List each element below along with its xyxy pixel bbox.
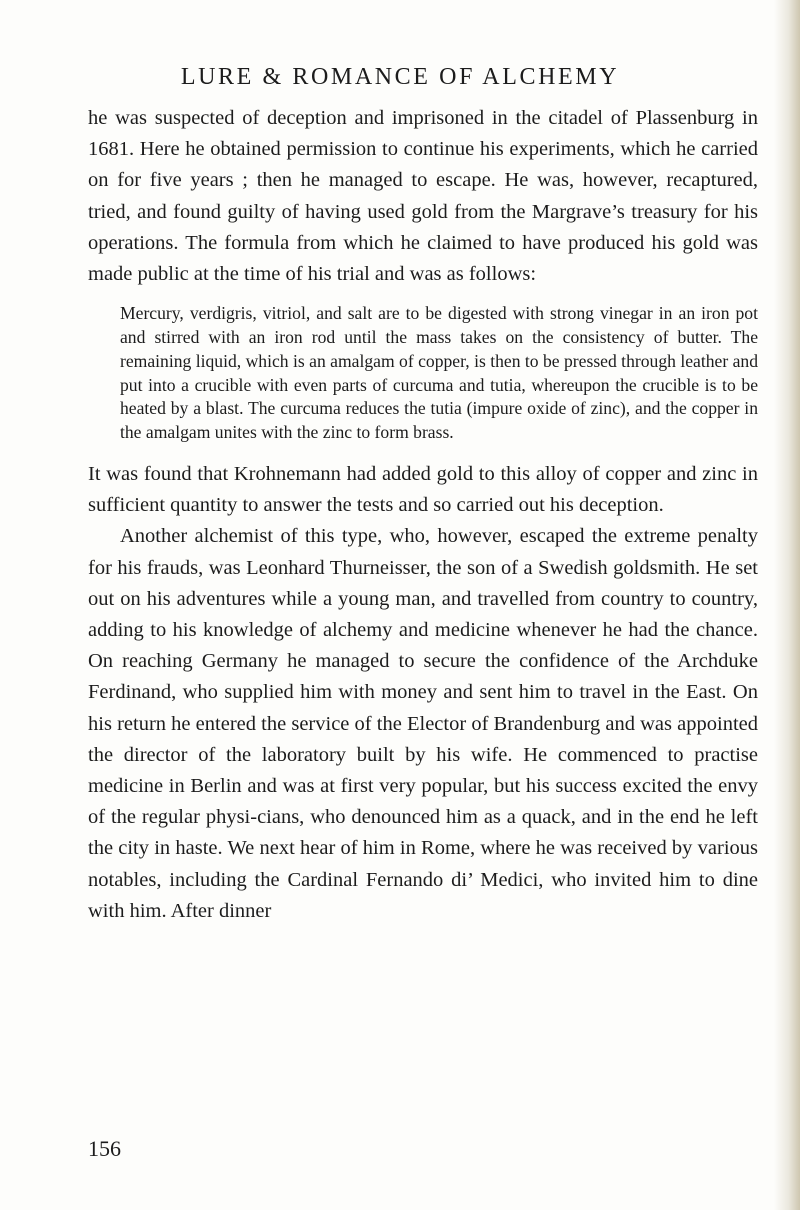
- block-quote-formula: Mercury, verdigris, vitriol, and salt are to be digested with strong vinegar in an iron pot and stirred with an iron rod until the mass takes on the consistency of butter. The remaining liquid, which is an amalgam of copper, is then to be pressed through leather and put into a crucible with even parts of curcuma and tutia, whereupon the crucible is to be heated by a blast. The curcuma reduces the tutia (impure oxide of zinc), and the copper in the amalgam unites with the zinc to form brass.: [120, 303, 758, 443]
- body-text: [88, 103, 758, 927]
- page-edge-shadow: [774, 0, 800, 1210]
- paragraph-thurneisser: Another alchemist of this type, who, however, escaped the extreme penalty for his frauds, was Leonhard Thurneisser, the son of a Swedish goldsmith. He set out on his adventures while a young man, and travelled from country to country, adding to his knowledge of alchemy and medicine whenever he had the chance. On reaching Germany he managed to secure the confidence of the Archduke Ferdinand, who supplied him with money and sent him to travel in the East. On his return he entered the service of the Elector of Brandenburg and was appointed the director of the laboratory built by his wife. He commenced to practise medicine in Berlin and was at first very popular, but his success excited the envy of the regular physi-cians, who denounced him as a quack, and in the end he left the city in haste. We next hear of him in Rome, where he was received by various notables, including the Cardinal Fernando di’ Medici, who invited him to dine with him. After dinner: [88, 525, 758, 922]
- paragraph-continued: he was suspected of deception and imprisoned in the citadel of Plassenburg in 1681. Here he obtained permission to continue his experiments, which he carried on for five years ; then he managed to escape. He was, however, recaptured, tried, and found guilty of having used gold from the Margrave’s treasury for his operations. The formula from which he claimed to have produced his gold was made public at the time of his trial and was as follows:: [88, 107, 758, 286]
- running-head: LURE & ROMANCE OF ALCHEMY: [180, 64, 620, 90]
- paragraph-krohnemann: It was found that Krohnemann had added gold to this alloy of copper and zinc in sufficient quantity to answer the tests and so carried out his deception.: [88, 463, 758, 517]
- page-number: 156: [88, 1136, 121, 1161]
